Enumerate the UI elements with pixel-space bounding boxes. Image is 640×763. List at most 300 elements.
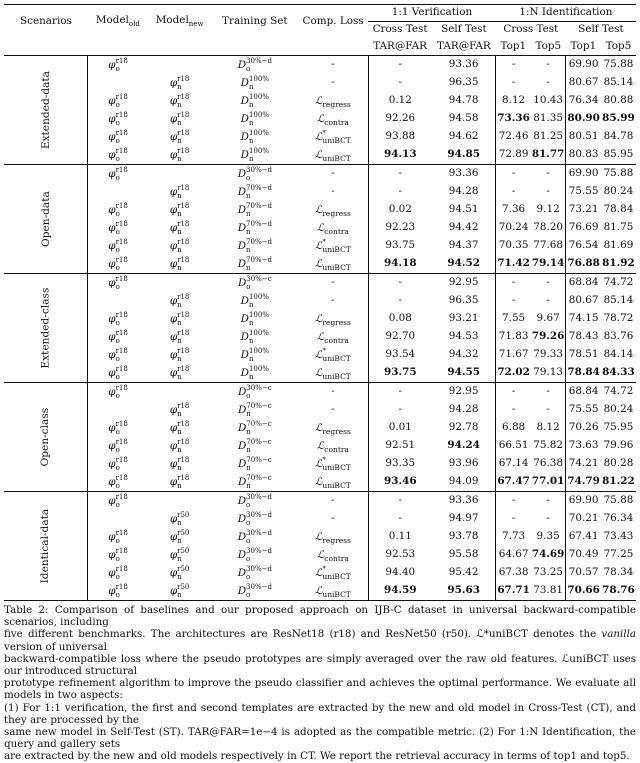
model-new-cell — [148, 437, 212, 455]
v-self-value: 94.62 — [432, 128, 496, 146]
training-set-cell: D 30%−d o — [237, 511, 272, 527]
i-ct-top5-value: - — [531, 274, 566, 293]
v-self-value: 94.28 — [432, 401, 496, 419]
table-row — [4, 201, 636, 219]
i-st-top1-value: 78.43 — [568, 330, 599, 343]
i-ct-top1-value: 72.02 — [496, 364, 531, 383]
model-old-cell-symbol: φ r18 o — [108, 365, 128, 381]
model-old-cell-symbol: φ r18 o — [108, 329, 128, 345]
v-self-value: 95.58 — [432, 546, 496, 564]
i-st-top5-value: 85.95 — [601, 146, 636, 165]
i-st-top1-value: 69.90 — [568, 58, 599, 71]
v-cross-value: - — [398, 276, 403, 289]
model-old-cell — [88, 346, 148, 364]
v-self-value: 92.95 — [432, 383, 496, 402]
i-ct-top5-value: 79.33 — [531, 346, 566, 364]
comp-loss-cell: ℒ * uniBCT — [298, 237, 368, 255]
header-st-top5: Top5 — [605, 39, 632, 52]
model-old-cell-symbol: φ r18 o — [108, 438, 128, 454]
i-st-top5-value: 81.75 — [603, 221, 634, 234]
header-verification: 1:1 Verification — [368, 5, 496, 22]
model-new-cell — [148, 255, 212, 274]
v-self-value: 94.32 — [432, 346, 496, 364]
v-cross-value: 94.59 — [368, 582, 432, 601]
training-set-cell: D 70%−d n — [237, 220, 272, 236]
comp-loss-cell: - — [298, 74, 368, 92]
table-row — [4, 183, 636, 201]
v-cross-value: 94.18 — [368, 255, 432, 274]
comp-loss-cell: ℒ * uniBCT — [298, 455, 368, 473]
v-cross-value: 93.46 — [368, 473, 432, 492]
model-old-cell-symbol: φ r18 o — [108, 420, 128, 436]
model-new-cell — [148, 492, 212, 511]
caption-line-3: backward-compatible loss where the pseudo prototypes are simply averaged over the raw old features. ℒuniBCT uses our introduced structural — [4, 652, 636, 678]
header-i-cross: Cross Test — [503, 23, 559, 36]
i-ct-top1-value: 67.47 — [496, 473, 531, 492]
comp-loss-cell: - — [298, 492, 368, 511]
training-set-cell: D 100% n — [240, 129, 269, 145]
model-old-cell — [88, 564, 148, 582]
v-cross-value: 92.26 — [385, 112, 416, 125]
v-cross-value: 92.53 — [385, 548, 416, 561]
v-self-value: 96.35 — [432, 74, 496, 92]
v-self-value: 96.35 — [432, 292, 496, 310]
i-st-top1-value: 76.88 — [566, 255, 601, 274]
i-ct-top5-value: 78.20 — [531, 219, 566, 237]
v-cross-value: - — [398, 294, 403, 307]
table-row — [4, 383, 636, 402]
model-new-cell-symbol: φ r18 n — [169, 93, 190, 109]
table-row — [4, 219, 636, 237]
i-ct-top5-value: - — [531, 383, 566, 402]
v-self-value: 93.78 — [432, 528, 496, 546]
i-ct-top1-value: 6.88 — [502, 421, 526, 434]
training-set-cell: D 70%−c n — [237, 456, 272, 472]
table-row — [4, 564, 636, 582]
i-st-top5-value: 78.84 — [603, 203, 634, 216]
model-old-cell — [88, 274, 148, 293]
comp-loss-cell: - — [298, 401, 368, 419]
i-ct-top5-value: 79.26 — [531, 328, 566, 346]
table-row — [4, 546, 636, 564]
i-ct-top1-value: 72.46 — [498, 130, 529, 143]
i-ct-top5-value: 9.12 — [531, 201, 566, 219]
i-st-top5-value: 84.14 — [603, 348, 634, 361]
training-set-cell: D 30%−d o — [237, 493, 272, 509]
i-ct-top1-value: 71.42 — [496, 255, 531, 274]
scenario-label-text: Open-class — [39, 407, 52, 466]
comp-loss-cell: ℒ uniBCT — [298, 473, 368, 492]
model-new-cell — [148, 92, 212, 110]
i-ct-top5-value: - — [531, 183, 566, 201]
model-new-cell-symbol: φ r50 n — [169, 529, 190, 545]
header-v-self: Self Test — [441, 23, 487, 36]
model-new-cell-symbol: φ r18 n — [169, 438, 190, 454]
model-old-cell — [88, 328, 148, 346]
comp-loss-cell: ℒ uniBCT — [298, 146, 368, 165]
table-row — [4, 146, 636, 165]
training-set-cell: D 30%−d o — [237, 547, 272, 563]
header-v-cross: Cross Test — [372, 23, 428, 36]
training-set-cell: D 100% n — [240, 311, 269, 327]
model-new-cell — [148, 546, 212, 564]
comp-loss-cell: ℒ * uniBCT — [298, 346, 368, 364]
scenario-label — [4, 383, 88, 492]
i-st-top1-value: 76.54 — [568, 239, 599, 252]
i-st-top1-value: 80.90 — [567, 112, 600, 125]
i-st-top5-value: 75.88 — [603, 58, 634, 71]
model-old-cell — [88, 510, 148, 528]
table-row — [4, 274, 636, 293]
v-self-value: 94.51 — [432, 201, 496, 219]
model-old-cell-symbol: φ r18 o — [108, 347, 128, 363]
comp-loss-cell: - — [298, 165, 368, 184]
caption-vanilla-emphasis: vanilla — [601, 628, 636, 641]
model-old-cell — [88, 546, 148, 564]
model-new-cell — [148, 401, 212, 419]
v-cross-value: 92.51 — [385, 439, 416, 452]
header-ct-top5: Top5 — [535, 39, 562, 52]
model-old-cell-symbol: φ r18 o — [108, 202, 128, 218]
v-self-value: 94.28 — [432, 183, 496, 201]
scenario-label — [4, 56, 88, 165]
model-old-cell-symbol: φ r18 o — [108, 583, 128, 599]
comp-loss-cell: - — [298, 292, 368, 310]
i-ct-top1-value: - — [511, 167, 516, 180]
v-self-value: 94.53 — [432, 328, 496, 346]
model-new-cell-symbol: φ r50 n — [169, 511, 190, 527]
comp-loss-cell: ℒ * uniBCT — [298, 128, 368, 146]
i-st-top1-value: 78.84 — [566, 364, 601, 383]
model-new-cell — [148, 455, 212, 473]
i-st-top5-value: 85.14 — [603, 76, 634, 89]
i-ct-top1-value: 67.71 — [496, 582, 531, 601]
i-st-top5-value: 77.25 — [603, 548, 634, 561]
model-old-cell — [88, 419, 148, 437]
model-old-cell — [88, 201, 148, 219]
comp-loss-cell: ℒ uniBCT — [298, 364, 368, 383]
i-st-top5-value: 73.43 — [603, 530, 634, 543]
v-cross-value: 93.88 — [385, 130, 416, 143]
model-new-cell-symbol: φ r18 n — [169, 129, 190, 145]
model-old-cell — [88, 310, 148, 328]
model-new-cell — [148, 128, 212, 146]
header-i-self: Self Test — [578, 23, 624, 36]
i-ct-top1-value: 73.36 — [497, 112, 530, 125]
model-new-cell-symbol: φ r18 n — [169, 111, 190, 127]
table-row — [4, 492, 636, 511]
i-ct-top1-value: 67.14 — [498, 457, 529, 470]
model-old-cell-symbol: φ r18 o — [108, 565, 128, 581]
training-set-cell: D 100% n — [212, 364, 299, 383]
model-new-cell — [148, 364, 212, 383]
v-cross-value: 0.12 — [388, 94, 412, 107]
model-old-cell — [88, 255, 148, 274]
i-st-top5-value: 84.78 — [603, 130, 634, 143]
model-old-cell-symbol: φ r18 o — [108, 474, 128, 490]
i-st-top1-value: 68.84 — [568, 276, 599, 289]
v-self-value: 93.36 — [432, 56, 496, 75]
v-cross-value: 93.54 — [385, 348, 416, 361]
model-old-cell — [88, 183, 148, 201]
i-st-top5-value: 78.72 — [603, 312, 634, 325]
model-new-cell-symbol: φ r18 n — [169, 311, 190, 327]
model-new-cell — [148, 110, 212, 128]
i-ct-top1-value: 70.35 — [498, 239, 529, 252]
i-st-top5-value: 81.92 — [601, 255, 636, 274]
training-set-cell: D 70%−d n — [237, 202, 272, 218]
model-old-cell-symbol: φ r18 o — [108, 57, 128, 73]
i-ct-top5-value: 79.14 — [531, 255, 566, 274]
model-old-cell-symbol: φ r18 o — [108, 111, 128, 127]
comp-loss-cell: ℒ contra — [298, 110, 368, 128]
model-old-cell — [88, 383, 148, 402]
comp-loss-cell: - — [298, 274, 368, 293]
i-st-top5-value: 80.24 — [603, 403, 634, 416]
i-st-top5-value: 85.99 — [602, 112, 635, 125]
i-ct-top5-value: 75.82 — [531, 437, 566, 455]
header-tarfar-self: TAR@FAR — [437, 39, 491, 52]
header-st-top1: Top1 — [570, 39, 597, 52]
table-row — [4, 74, 636, 92]
i-st-top1-value: 70.26 — [568, 421, 599, 434]
i-st-top5-value: 78.34 — [603, 566, 634, 579]
table-row — [4, 237, 636, 255]
scenario-label-text: Extended-class — [39, 287, 52, 369]
i-ct-top5-value: 73.81 — [531, 582, 566, 601]
training-set-cell: D 30%−d o — [237, 166, 272, 182]
v-self-value: 95.63 — [432, 582, 496, 601]
v-self-value: 94.85 — [432, 146, 496, 165]
model-new-cell — [148, 274, 212, 293]
scenario-label-text: Open-data — [39, 190, 52, 247]
i-st-top5-value: 75.88 — [603, 494, 634, 507]
comp-loss-cell: ℒ uniBCT — [298, 255, 368, 274]
table-row — [4, 328, 636, 346]
model-new-cell-symbol: φ r50 n — [169, 583, 190, 599]
model-old-cell — [88, 455, 148, 473]
i-st-top1-value: 75.55 — [568, 185, 599, 198]
i-ct-top5-value: 77.01 — [531, 473, 566, 492]
scenario-label-text: Identical-data — [39, 508, 52, 583]
i-st-top5-value: 80.24 — [603, 185, 634, 198]
table-row — [4, 455, 636, 473]
model-new-cell-symbol: φ r18 n — [169, 420, 190, 436]
v-self-value: 94.42 — [432, 219, 496, 237]
model-new-cell — [148, 237, 212, 255]
table-row — [4, 473, 636, 492]
training-set-cell: D 100% n — [240, 347, 269, 363]
i-st-top5-value: 75.95 — [603, 421, 634, 434]
model-old-cell — [88, 473, 148, 492]
model-old-cell-symbol: φ r18 o — [108, 493, 128, 509]
v-cross-value: 93.75 — [368, 364, 432, 383]
v-cross-value: - — [398, 403, 403, 416]
i-ct-top1-value: - — [511, 76, 516, 89]
v-cross-value: 0.01 — [388, 421, 412, 434]
i-st-top1-value: 76.69 — [568, 221, 599, 234]
v-self-value: 94.55 — [432, 364, 496, 383]
model-new-cell-symbol: φ r18 n — [169, 238, 190, 254]
training-set-cell: D 70%−c n — [237, 402, 272, 418]
model-new-cell — [148, 292, 212, 310]
i-st-top5-value: 83.76 — [603, 330, 634, 343]
i-ct-top1-value: 7.36 — [502, 203, 526, 216]
model-old-cell — [88, 74, 148, 92]
comp-loss-cell: ℒ contra — [298, 219, 368, 237]
i-st-top5-value: 74.72 — [603, 385, 634, 398]
i-st-top1-value: 70.49 — [568, 548, 599, 561]
comp-loss-cell: ℒ contra — [298, 328, 368, 346]
v-cross-value: - — [398, 76, 403, 89]
v-cross-value: 94.13 — [368, 146, 432, 165]
model-old-cell-symbol: φ r18 o — [108, 384, 128, 400]
model-new-cell — [148, 473, 212, 492]
i-ct-top5-value: - — [531, 165, 566, 184]
v-self-value: 93.36 — [432, 165, 496, 184]
i-st-top1-value: 68.84 — [568, 385, 599, 398]
v-self-value: 93.21 — [432, 310, 496, 328]
i-ct-top1-value: - — [511, 494, 516, 507]
v-self-value: 93.96 — [432, 455, 496, 473]
v-cross-value: - — [398, 494, 403, 507]
training-set-cell: D 70%−d n — [237, 238, 272, 254]
comp-loss-cell: ℒ regress — [298, 310, 368, 328]
model-new-cell — [148, 146, 212, 165]
i-ct-top1-value: 71.67 — [498, 348, 529, 361]
training-set-cell: D 30%−d o — [237, 529, 272, 545]
model-old-cell-symbol: φ r18 o — [108, 238, 128, 254]
model-old-cell — [88, 364, 148, 383]
i-st-top1-value: 74.21 — [568, 457, 599, 470]
training-set-cell: D 100% n — [240, 75, 269, 91]
table-row — [4, 401, 636, 419]
table-row — [4, 165, 636, 184]
comp-loss-cell: - — [298, 510, 368, 528]
header-scenarios: Scenarios — [20, 14, 72, 27]
i-st-top1-value: 70.21 — [568, 512, 599, 525]
i-ct-top1-value: 7.55 — [502, 312, 526, 325]
v-self-value: 92.78 — [432, 419, 496, 437]
table-row — [4, 364, 636, 383]
table-row — [4, 292, 636, 310]
comp-loss-cell: ℒ contra — [298, 437, 368, 455]
v-self-value: 94.97 — [432, 510, 496, 528]
i-ct-top1-value: 64.67 — [498, 548, 529, 561]
model-old-cell — [88, 437, 148, 455]
table-row — [4, 346, 636, 364]
model-old-cell-symbol: φ r18 o — [108, 129, 128, 145]
training-set-cell: D 70%−c n — [237, 420, 272, 436]
training-set-cell: D 70%−c n — [212, 473, 299, 492]
model-old-cell-symbol: φ r18 o — [108, 147, 128, 163]
table-row — [4, 92, 636, 110]
i-ct-top5-value: 81.77 — [531, 146, 566, 165]
training-set-cell: D 100% n — [240, 293, 269, 309]
i-ct-top5-value: 81.25 — [531, 128, 566, 146]
i-st-top5-value: 81.22 — [601, 473, 636, 492]
v-cross-value: - — [398, 58, 403, 71]
i-st-top1-value: 80.67 — [568, 76, 599, 89]
model-new-cell-symbol: φ r18 n — [169, 474, 190, 490]
model-new-cell-symbol: φ r18 n — [169, 184, 190, 200]
model-old-cell-symbol: φ r18 o — [108, 547, 128, 563]
model-old-cell — [88, 165, 148, 184]
i-ct-top1-value: 7.73 — [502, 530, 526, 543]
training-set-cell: D 100% n — [212, 146, 299, 165]
v-self-value: 94.24 — [432, 437, 496, 455]
scenario-label — [4, 492, 88, 601]
table-row — [4, 255, 636, 274]
header-ct-top1: Top1 — [500, 39, 527, 52]
model-old-cell-symbol: φ r18 o — [108, 166, 128, 182]
i-st-top5-value: 81.69 — [603, 239, 634, 252]
model-old-cell — [88, 237, 148, 255]
i-ct-top1-value: 70.24 — [498, 221, 529, 234]
v-cross-value: 0.11 — [388, 530, 412, 543]
model-old-cell — [88, 146, 148, 165]
v-cross-value: 92.23 — [385, 221, 416, 234]
model-new-cell-symbol: φ r18 n — [169, 347, 190, 363]
i-ct-top1-value: 8.12 — [502, 94, 526, 107]
i-ct-top1-value: 67.38 — [498, 566, 529, 579]
i-ct-top1-value: 72.89 — [496, 146, 531, 165]
i-ct-top1-value: - — [511, 294, 516, 307]
header-identification: 1:N Identification — [496, 5, 636, 22]
comp-loss-cell: ℒ regress — [298, 92, 368, 110]
comp-loss-cell: - — [298, 183, 368, 201]
v-self-value: 93.36 — [432, 492, 496, 511]
comp-loss-cell: ℒ * uniBCT — [298, 564, 368, 582]
model-new-cell — [148, 582, 212, 601]
model-old-cell-symbol: φ r18 o — [108, 256, 128, 272]
comp-loss-cell: ℒ contra — [298, 546, 368, 564]
table-row — [4, 110, 636, 128]
header-model-new: Model$_{new}$ — [155, 13, 204, 29]
caption-line-7: are extracted by the new and old models respectively in CT. We report the retrieval accuracy in terms of top1 and top5. — [4, 750, 630, 763]
scenario-label — [4, 165, 88, 274]
i-st-top1-value: 75.55 — [568, 403, 599, 416]
table-row — [4, 510, 636, 528]
i-st-top5-value: 79.96 — [603, 439, 634, 452]
v-cross-value: - — [398, 185, 403, 198]
i-st-top1-value: 76.34 — [568, 94, 599, 107]
model-new-cell — [148, 56, 212, 75]
scenario-label-text: Extended-data — [39, 70, 52, 149]
v-cross-value: 0.08 — [388, 312, 412, 325]
caption-line-6: same new model in Self-Test (ST). TAR@FAR=1e−4 is adopted as the compatible metric. (2) For 1:N Identification, the query and gallery sets — [4, 726, 636, 751]
model-old-cell — [88, 528, 148, 546]
i-st-top5-value: 84.33 — [601, 364, 636, 383]
i-st-top5-value: 74.72 — [603, 276, 634, 289]
model-new-cell — [148, 564, 212, 582]
model-old-cell-symbol: φ r18 o — [108, 93, 128, 109]
table-row — [4, 56, 636, 75]
i-ct-top1-value: - — [511, 403, 516, 416]
training-set-cell: D 30%−c o — [237, 384, 272, 400]
v-self-value: 95.42 — [432, 564, 496, 582]
table-body — [4, 56, 636, 601]
i-ct-top1-value: - — [511, 58, 516, 71]
model-new-cell — [148, 183, 212, 201]
model-new-cell-symbol: φ r18 n — [169, 402, 190, 418]
table-row — [4, 128, 636, 146]
i-st-top1-value: 74.15 — [568, 312, 599, 325]
i-st-top1-value: 73.21 — [568, 203, 599, 216]
model-new-cell — [148, 346, 212, 364]
model-old-cell-symbol: φ r18 o — [108, 275, 128, 291]
model-new-cell-symbol: φ r18 n — [169, 75, 190, 91]
